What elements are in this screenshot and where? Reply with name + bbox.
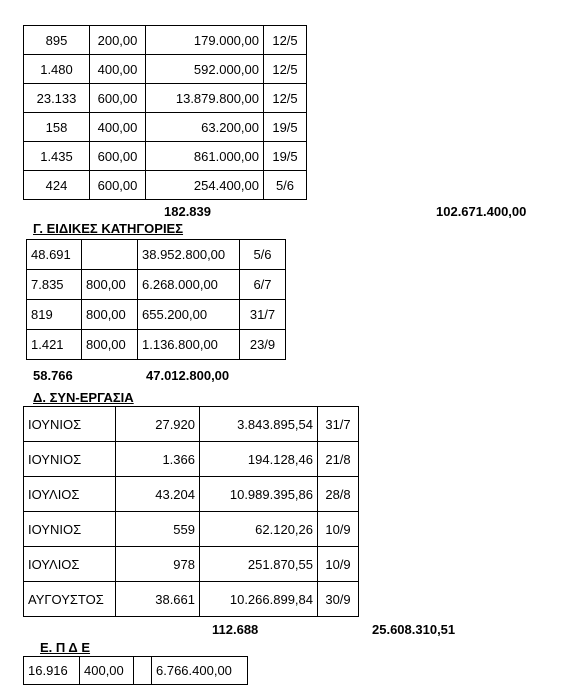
amount-cell: 6.268.000,00 — [138, 270, 240, 300]
table-row — [24, 171, 307, 200]
table-a-total-quantity: 182.839 — [164, 204, 211, 219]
section-d-total-amount: 25.608.310,51 — [372, 622, 456, 637]
table-row — [27, 240, 286, 270]
quantity-cell: 23.133 — [24, 84, 90, 113]
amount-cell: 3.843.895,54 — [200, 407, 318, 442]
month-cell: ΑΥΓΟΥΣΤΟΣ — [24, 582, 116, 617]
quantity-cell: 978 — [116, 547, 200, 582]
unit-price-cell: 200,00 — [90, 26, 146, 55]
amount-cell: 10.266.899,84 — [200, 582, 318, 617]
table-a-total-amount: 102.671.400,00 — [436, 204, 527, 219]
quantity-cell: 48.691 — [27, 240, 82, 270]
amount-cell: 861.000,00 — [146, 142, 264, 171]
quantity-cell: 559 — [116, 512, 200, 547]
amount-cell: 13.879.800,00 — [146, 84, 264, 113]
unit-price-cell: 600,00 — [90, 171, 146, 200]
pde-table — [23, 656, 248, 685]
amount-cell: 6.766.400,00 — [152, 657, 248, 685]
unit-price-cell: 400,00 — [90, 55, 146, 84]
section-g-total-amount: 47.012.800,00 — [146, 368, 230, 383]
table-row — [24, 512, 359, 547]
amount-cell: 655.200,00 — [138, 300, 240, 330]
table-row — [24, 407, 359, 442]
date-cell: 12/5 — [264, 55, 307, 84]
table-row — [24, 26, 307, 55]
unit-price-cell: 400,00 — [90, 113, 146, 142]
quantity-cell: 424 — [24, 171, 90, 200]
empty-cell — [134, 657, 152, 685]
quantity-cell: 819 — [27, 300, 82, 330]
date-cell: 10/9 — [318, 547, 359, 582]
quantity-cell: 1.421 — [27, 330, 82, 360]
amount-cell: 1.136.800,00 — [138, 330, 240, 360]
table-row — [24, 657, 248, 685]
table-row — [24, 442, 359, 477]
unit-price-cell — [82, 240, 138, 270]
date-cell: 31/7 — [318, 407, 359, 442]
table-row — [24, 582, 359, 617]
month-cell: ΙΟΥΝΙΟΣ — [24, 407, 116, 442]
quantity-cell: 7.835 — [27, 270, 82, 300]
amount-cell: 62.120,26 — [200, 512, 318, 547]
amount-cell: 38.952.800,00 — [138, 240, 240, 270]
section-e-heading: Ε. Π Δ Ε — [40, 640, 91, 655]
month-cell: ΙΟΥΛΙΟΣ — [24, 477, 116, 512]
section-g-heading: Γ. ΕΙΔΙΚΕΣ ΚΑΤΗΓΟΡΙΕΣ — [33, 221, 184, 236]
quantity-cell: 43.204 — [116, 477, 200, 512]
quantity-cell: 158 — [24, 113, 90, 142]
amount-cell: 194.128,46 — [200, 442, 318, 477]
quantity-cell: 27.920 — [116, 407, 200, 442]
month-cell: ΙΟΥΛΙΟΣ — [24, 547, 116, 582]
amount-cell: 251.870,55 — [200, 547, 318, 582]
amount-cell: 10.989.395,86 — [200, 477, 318, 512]
amount-cell: 63.200,00 — [146, 113, 264, 142]
table-row — [27, 330, 286, 360]
date-cell: 12/5 — [264, 26, 307, 55]
date-cell: 19/5 — [264, 113, 307, 142]
date-cell: 5/6 — [240, 240, 286, 270]
table-row — [24, 55, 307, 84]
special-categories-table — [26, 239, 286, 360]
date-cell: 10/9 — [318, 512, 359, 547]
date-cell: 19/5 — [264, 142, 307, 171]
quantity-cell: 16.916 — [24, 657, 80, 685]
unit-price-cell: 800,00 — [82, 300, 138, 330]
section-d-total-quantity: 112.688 — [212, 622, 259, 637]
date-cell: 30/9 — [318, 582, 359, 617]
table-row — [27, 270, 286, 300]
section-g-total-quantity: 58.766 — [33, 368, 73, 383]
unit-price-cell: 400,00 — [80, 657, 134, 685]
date-cell: 23/9 — [240, 330, 286, 360]
table-row — [24, 84, 307, 113]
table-row — [24, 547, 359, 582]
unit-price-cell: 600,00 — [90, 142, 146, 171]
date-cell: 6/7 — [240, 270, 286, 300]
amount-cell: 254.400,00 — [146, 171, 264, 200]
table-row — [27, 300, 286, 330]
quantity-cell: 38.661 — [116, 582, 200, 617]
unit-price-cell: 600,00 — [90, 84, 146, 113]
quantity-cell: 895 — [24, 26, 90, 55]
amount-cell: 592.000,00 — [146, 55, 264, 84]
amount-cell: 179.000,00 — [146, 26, 264, 55]
table-row — [24, 477, 359, 512]
payments-table-a — [23, 25, 307, 200]
date-cell: 12/5 — [264, 84, 307, 113]
date-cell: 5/6 — [264, 171, 307, 200]
cooperation-table — [23, 406, 359, 617]
section-d-heading: Δ. ΣΥΝ-ΕΡΓΑΣΙΑ — [33, 390, 134, 405]
quantity-cell: 1.435 — [24, 142, 90, 171]
quantity-cell: 1.480 — [24, 55, 90, 84]
unit-price-cell: 800,00 — [82, 330, 138, 360]
unit-price-cell: 800,00 — [82, 270, 138, 300]
month-cell: ΙΟΥΝΙΟΣ — [24, 512, 116, 547]
date-cell: 31/7 — [240, 300, 286, 330]
date-cell: 28/8 — [318, 477, 359, 512]
quantity-cell: 1.366 — [116, 442, 200, 477]
month-cell: ΙΟΥΝΙΟΣ — [24, 442, 116, 477]
table-row — [24, 142, 307, 171]
table-row — [24, 113, 307, 142]
date-cell: 21/8 — [318, 442, 359, 477]
